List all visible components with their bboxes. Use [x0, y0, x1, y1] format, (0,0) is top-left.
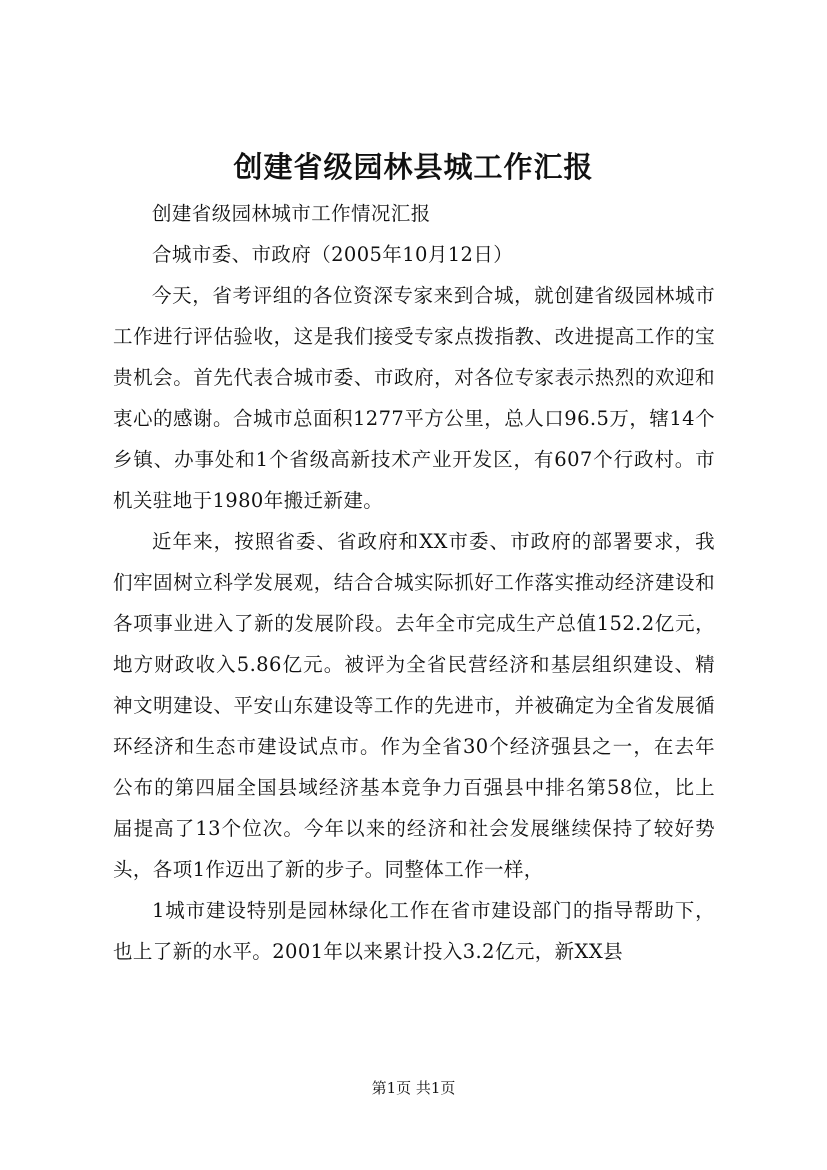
paragraph: 今天，省考评组的各位资深专家来到合城，就创建省级园林城市工作进行评估验收，这是我们接受专家点拨指教、改进提高工作的宝贵机会。首先代表合城市委、市政府，对各位专家表示热烈的欢迎和衷心的感谢。合城市总面积1277平方公里，总人口96.5万，辖14个乡镇、办事处和1个省级高新技术产业开发区，有607个行政村。市机关驻地于1980年搬迁新建。: [113, 284, 715, 512]
document-title: 创建省级园林县城工作汇报: [233, 150, 594, 184]
subtitle-line: 创建省级园林城市工作情况汇报: [152, 202, 431, 225]
paragraph: 1城市建设特别是园林绿化工作在省市建设部门的指导帮助下，也上了新的水平。2001年以来累计投入3.2亿元，新XX县: [113, 899, 715, 963]
dateline: 合城市委、市政府（2005年10月12日）: [152, 243, 514, 266]
document-body: [113, 193, 715, 972]
page-footer: 第1页 共1页: [371, 1079, 456, 1097]
paragraph: 近年来，按照省委、省政府和XX市委、市政府的部署要求，我们牢固树立科学发展观，结合合城实际抓好工作落实推动经济建设和各项事业进入了新的发展阶段。去年全市完成生产总值152.2亿元，地方财政收入5.86亿元。被评为全省民营经济和基层组织建设、精神文明建设、平安山东建设等工作的先进市，并被确定为全省发展循环经济和生态市建设试点市。作为全省30个经济强县之一，在去年公布的第四届全国县域经济基本竞争力百强县中排名第58位，比上届提高了13个位次。今年以来的经济和社会发展继续保持了较好势头，各项1作迈出了新的步子。同整体工作一样，: [113, 530, 715, 881]
